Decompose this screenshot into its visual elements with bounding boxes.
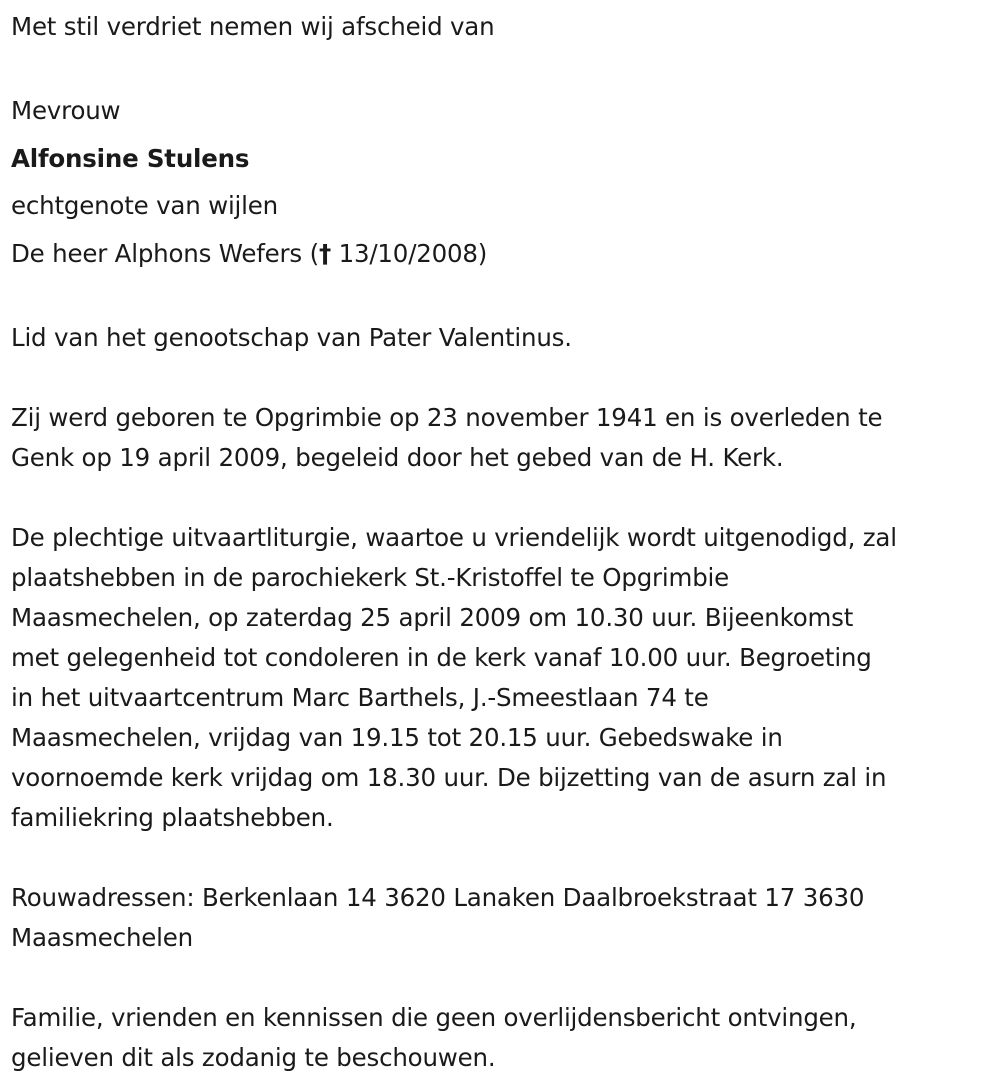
paragraph-line: voornoemde kerk vrijdag om 18.30 uur. De bijzetting van de asurn zal in: [11, 763, 887, 792]
spouse-name-line: [11, 230, 988, 278]
title-prefix: Mevrouw: [11, 96, 121, 125]
paragraph-line: in het uitvaartcentrum Marc Barthels, J.-Smeestlaan 74 te: [11, 683, 709, 712]
cross-icon: †: [318, 239, 331, 268]
spacer: [11, 478, 988, 518]
funeral-paragraph: [11, 518, 988, 838]
paragraph-line: familiekring plaatshebben.: [11, 803, 334, 832]
paragraph-line: Genk op 19 april 2009, begeleid door het gebed van de H. Kerk.: [11, 443, 784, 472]
paragraph-line: Familie, vrienden en kennissen die geen overlijdensbericht ontvingen,: [11, 1003, 857, 1032]
spouse-name: De heer Alphons Wefers (: [11, 239, 319, 268]
spacer: [11, 278, 988, 318]
paragraph-line: Maasmechelen, op zaterdag 25 april 2009 om 10.30 uur. Bijeenkomst: [11, 603, 854, 632]
spacer: [11, 838, 988, 878]
addresses-paragraph: [11, 878, 988, 958]
membership-text: Lid van het genootschap van Pater Valentinus.: [11, 323, 572, 352]
paragraph-line: Maasmechelen: [11, 923, 193, 952]
paragraph-line: plaatshebben in de parochiekerk St.-Kristoffel te Opgrimbie: [11, 563, 730, 592]
birth-death-paragraph: [11, 398, 988, 478]
paragraph-line: gelieven dit als zodanig te beschouwen.: [11, 1043, 496, 1072]
paragraph-line: De plechtige uitvaartliturgie, waartoe u vriendelijk wordt uitgenodigd, zal: [11, 523, 897, 552]
spacer: [11, 358, 988, 398]
closing-paragraph: [11, 998, 988, 1078]
spacer: [11, 958, 988, 998]
deceased-name: Alfonsine Stulens: [11, 144, 250, 173]
paragraph-line: Rouwadressen: Berkenlaan 14 3620 Lanaken Daalbroekstraat 17 3630: [11, 883, 865, 912]
paragraph-line: met gelegenheid tot condoleren in de kerk vanaf 10.00 uur. Begroeting: [11, 643, 872, 672]
spouse-line: echtgenote van wijlen: [11, 191, 278, 220]
intro-text: Met stil verdriet nemen wij afscheid van: [11, 12, 495, 41]
spouse-death-date: 13/10/2008): [331, 239, 488, 268]
spacer: [11, 47, 988, 87]
paragraph-line: Zij werd geboren te Opgrimbie op 23 november 1941 en is overleden te: [11, 403, 883, 432]
paragraph-line: Maasmechelen, vrijdag van 19.15 tot 20.15 uur. Gebedswake in: [11, 723, 783, 752]
